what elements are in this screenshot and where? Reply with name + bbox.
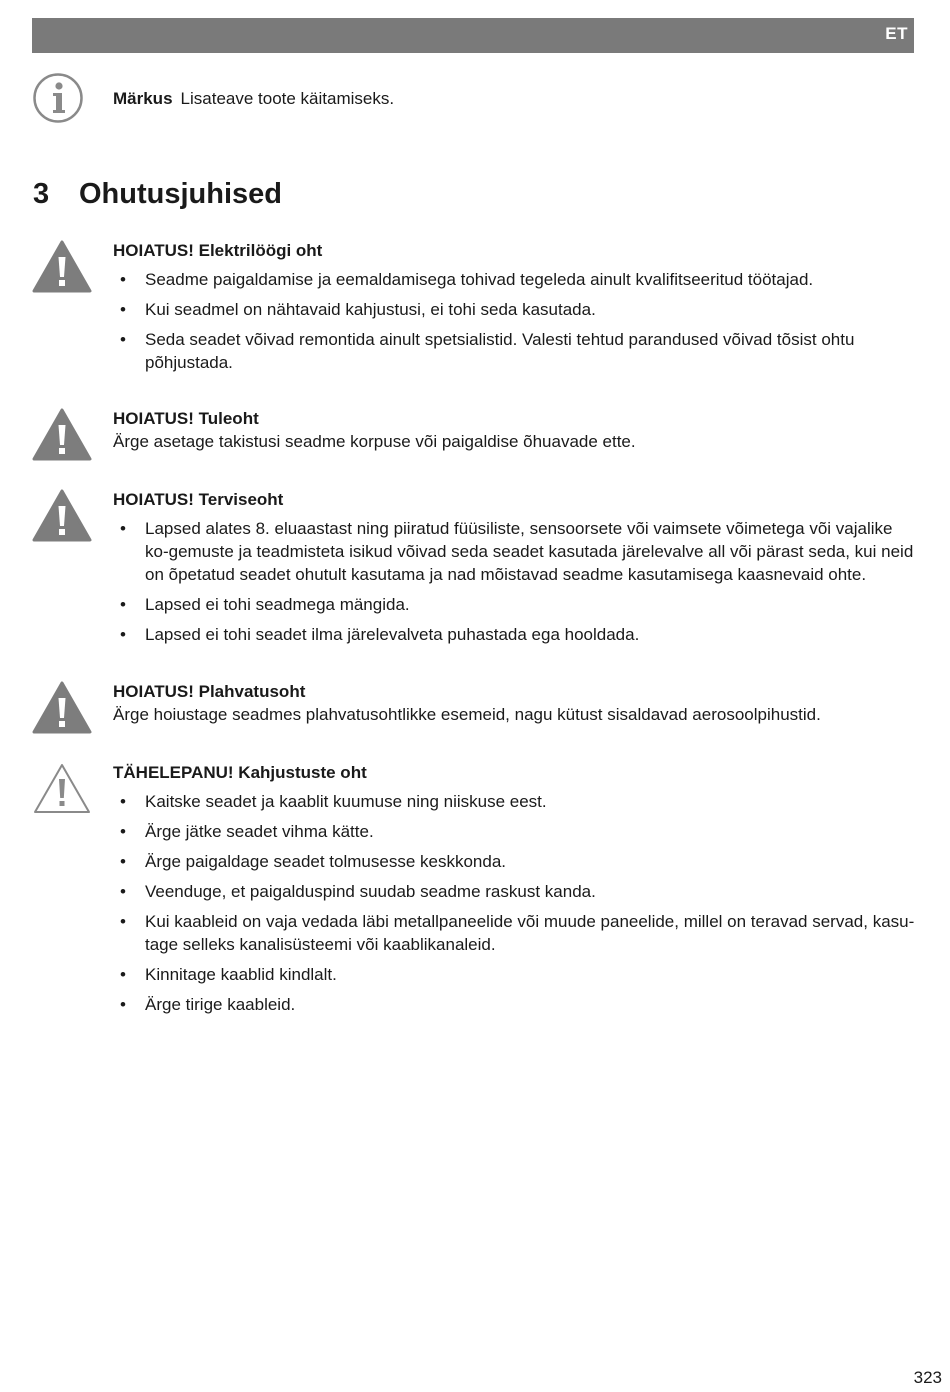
note-label: Märkus [113, 89, 173, 108]
list-item: • Lapsed alates 8. eluaastast ning piiratud füüsiliste, sensoorsete või vaimsete võimetega või vajalike ko-gemuste ja teadmisteta isikud võivad seda seadet kasutada järelevalve all või pärast seda, kui neid on õpetatud seadet ohutult kasutama ja nad mõistavad seadme kasutamisega kaasnevaid ohte. [120, 519, 914, 584]
list-item: • Veenduge, et paigalduspind suudab seadme raskust kanda. [120, 882, 596, 901]
language-header-bar [32, 18, 914, 53]
warning-title: HOIATUS! Elektrilöögi oht [113, 241, 323, 260]
note-body: Lisateave toote käitamiseks. [180, 89, 395, 108]
list-item: • Kui seadmel on nähtavaid kahjustusi, ei tohi seda kasutada. [120, 300, 596, 319]
section-number: 3 [33, 178, 50, 210]
list-item: • Lapsed ei tohi seadmega mängida. [120, 595, 410, 614]
warning-title: HOIATUS! Tuleoht [113, 409, 259, 428]
warning-text: Ärge hoiustage seadmes plahvatusohtlikke esemeid, nagu kütust sisaldavad aerosoolpihustid. [113, 705, 821, 724]
list-item: • Kaitske seadet ja kaablit kuumuse ning niiskuse eest. [120, 792, 547, 811]
list-item: • Lapsed ei tohi seadet ilma järelevalveta puhastada ega hooldada. [120, 625, 640, 644]
info-icon [32, 72, 84, 129]
note-text [113, 89, 394, 109]
warning-filled-icon [32, 681, 92, 740]
warning-filled-icon [32, 240, 92, 299]
warning-title: HOIATUS! Plahvatusoht [113, 682, 306, 701]
note-row [32, 72, 914, 128]
list-item: • Ärge jätke seadet vihma kätte. [120, 822, 374, 841]
warning-title: HOIATUS! Terviseoht [113, 490, 284, 509]
page-number: 323 [913, 1368, 942, 1387]
list-item: • Kinnitage kaablid kindlalt. [120, 965, 337, 984]
list-item: • Kui kaableid on vaja vedada läbi metallpaneelide või muude paneelide, millel on teravad servad, kasu-tage selleks kanalisüsteemi või kaablikanaleid. [120, 912, 915, 954]
list-item: • Seda seadet võivad remontida ainult spetsialistid. Valesti tehtud parandused võivad tõsist ohtu põhjustada. [120, 330, 855, 372]
list-item: • Ärge paigaldage seadet tolmusesse keskkonda. [120, 852, 507, 871]
section-heading [33, 178, 282, 211]
section-title: Ohutusjuhised [79, 178, 282, 210]
caution-title: TÄHELEPANU! Kahjustuste oht [113, 763, 367, 782]
list-item: • Seadme paigaldamise ja eemaldamisega tohivad tegeleda ainult kvalifitseeritud töötajad. [120, 270, 814, 289]
warning-text: Ärge asetage takistusi seadme korpuse või paigaldise õhuavade ette. [113, 432, 636, 451]
warning-filled-icon [32, 408, 92, 467]
list-item: • Ärge tirige kaableid. [120, 995, 296, 1014]
warning-filled-icon [32, 489, 92, 548]
language-code: ET [885, 24, 908, 43]
caution-outline-icon [32, 762, 92, 821]
